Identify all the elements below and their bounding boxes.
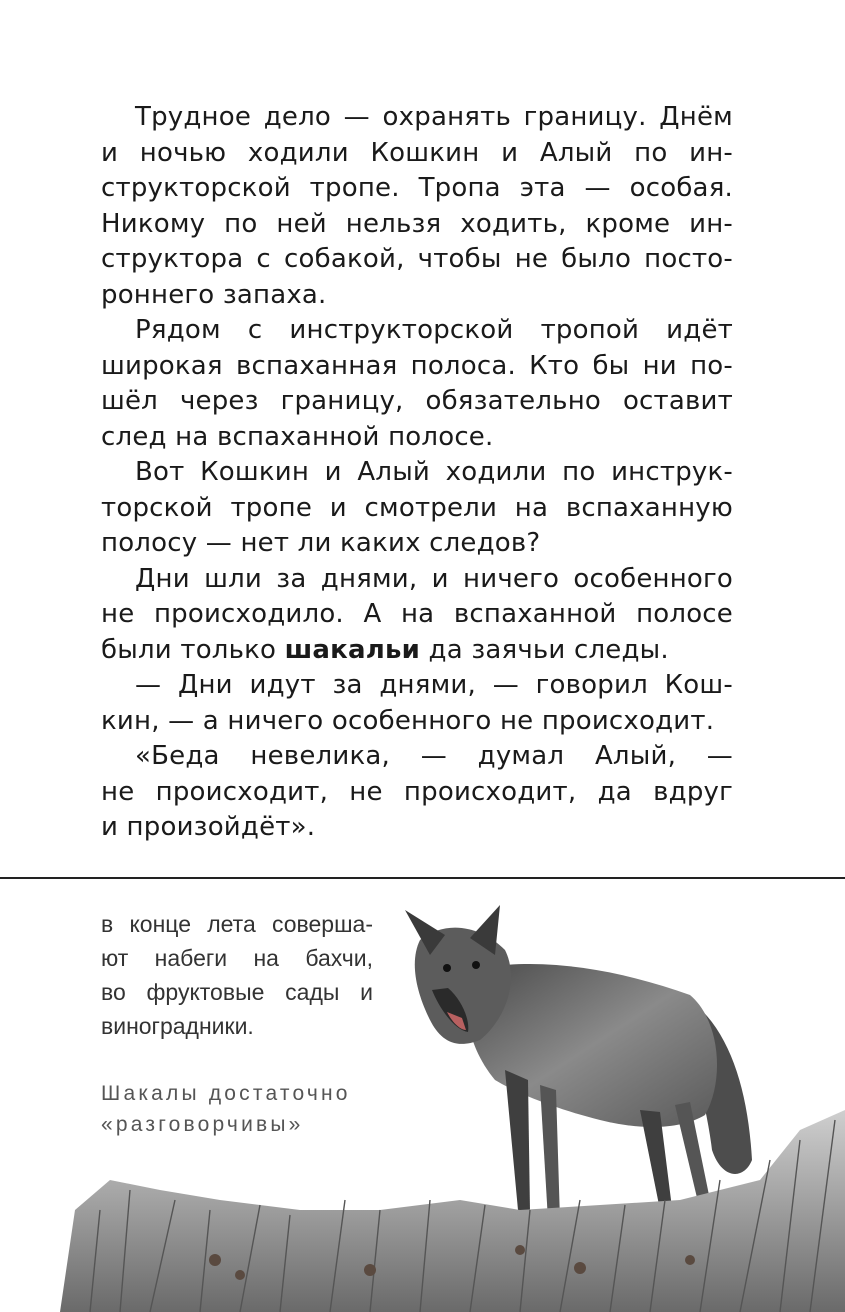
caption-line: Шакалы достаточно	[101, 1082, 351, 1105]
sidebar-line: виноградники.	[101, 1013, 254, 1039]
text-line: Никому по ней нельзя ходить, кроме ин-	[101, 208, 733, 239]
text-segment: да заячьи следы.	[420, 634, 669, 665]
text-line: и ночью ходили Кошкин и Алый по ин-	[101, 137, 733, 168]
text-line: структора с собакой, чтобы не было посто-	[101, 244, 733, 274]
text-segment: были только	[101, 634, 285, 665]
bold-term: шакальи	[284, 634, 421, 665]
text-line: и произойдёт».	[101, 812, 316, 842]
text-line: не происходило. А на вспаханной полосе	[101, 599, 733, 629]
text-line: широкая вспаханная полоса. Кто бы ни по-	[101, 350, 733, 381]
text-line: торской тропе и смотрели на вспаханную	[101, 492, 733, 523]
text-line: Рядом с инструкторской тропой идёт	[135, 315, 733, 345]
image-caption	[101, 1078, 383, 1140]
text-line: структорской тропе. Тропа эта — особая.	[101, 173, 733, 203]
text-line: Трудное дело — охранять границу. Днём	[135, 102, 733, 132]
text-line: — Дни идут за днями, — говорил Кош-	[135, 670, 733, 700]
text-line: след на вспаханной полосе.	[101, 421, 494, 452]
text-line: Дни шли за днями, и ничего особенного	[135, 563, 733, 594]
sidebar-line: ют набеги на бахчи,	[101, 945, 373, 971]
sidebar-text	[101, 907, 373, 1043]
text-line: «Беда невелика, — думал Алый, —	[135, 741, 733, 771]
caption-line: «разговорчивы»	[101, 1113, 304, 1136]
main-text	[101, 100, 733, 846]
sidebar-line: во фруктовые сады и	[101, 979, 373, 1005]
sidebar-line: в конце лета соверша-	[101, 911, 373, 937]
text-line: не происходит, не происходит, да вдруг	[101, 776, 733, 807]
text-line: шёл через границу, обязательно оставит	[101, 386, 733, 416]
text-line	[101, 633, 733, 669]
text-line: роннего запаха.	[101, 279, 327, 310]
text-line: кин, — а ничего особенного не происходит.	[101, 705, 715, 736]
text-line: полосу — нет ли каких следов?	[101, 528, 541, 558]
divider-line	[0, 877, 845, 879]
text-line: Вот Кошкин и Алый ходили по инструк-	[135, 457, 733, 487]
